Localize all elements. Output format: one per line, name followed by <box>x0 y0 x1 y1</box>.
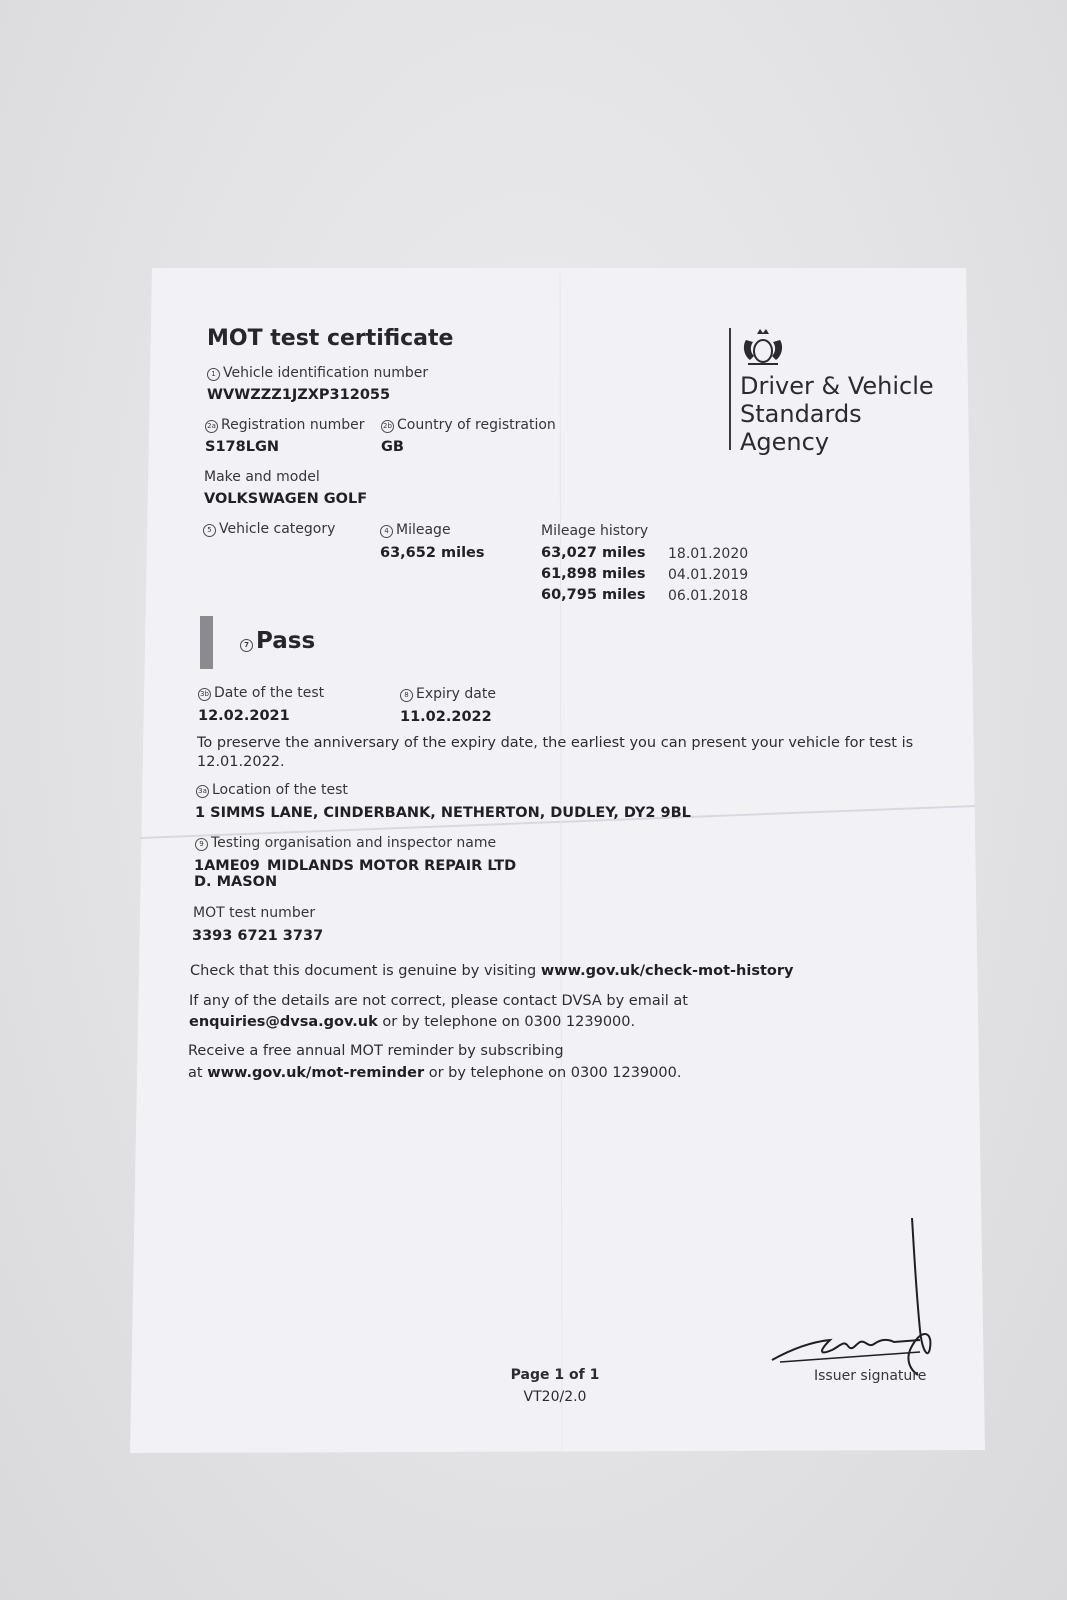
check-mot-history-link[interactable]: www.gov.uk/check-mot-history <box>540 963 794 979</box>
agency-name-line-2: Standards <box>740 400 862 428</box>
mileage-label <box>380 523 451 538</box>
country-value: GB <box>381 439 404 455</box>
preserve-anniversary-date: 12.01.2022. <box>197 754 285 770</box>
expiry-date-value: 11.02.2022 <box>400 709 492 725</box>
mileage-history-date: 18.01.2020 <box>668 546 749 562</box>
test-date-label-text: Date of the test <box>214 685 325 701</box>
reminder-text: Receive a free annual MOT reminder by subscribing <box>188 1043 564 1059</box>
location-label-text: Location of the test <box>212 782 348 798</box>
expiry-date-label-text: Expiry date <box>416 686 496 702</box>
field-number-badge: 9 <box>195 838 208 851</box>
agency-name-line-3: Agency <box>740 428 830 456</box>
test-result <box>240 630 315 653</box>
registration-value: S178LGN <box>205 439 279 455</box>
contact-phone-text: or by telephone on 0300 1239000. <box>377 1014 636 1030</box>
mot-reminder-link[interactable]: www.gov.uk/mot-reminder <box>207 1065 425 1081</box>
mileage-history-miles: 60,795 miles <box>541 587 646 603</box>
location-value: 1 SIMMS LANE, CINDERBANK, NETHERTON, DUDLEY, DY2 9BL <box>195 805 691 821</box>
handwritten-signature <box>770 1210 950 1380</box>
make-model-value: VOLKSWAGEN GOLF <box>204 491 368 507</box>
field-number-badge: 3a <box>196 785 209 798</box>
certificate-title: MOT test certificate <box>207 326 454 351</box>
vehicle-category-label <box>203 522 335 537</box>
test-date-label <box>198 686 324 701</box>
organisation-label-text: Testing organisation and inspector name <box>211 835 497 851</box>
test-date-value: 12.02.2021 <box>198 708 290 724</box>
page-number: Page 1 of 1 <box>510 1367 600 1383</box>
registration-label <box>205 418 365 433</box>
reminder-phone-text: or by telephone on 0300 1239000. <box>424 1065 682 1081</box>
make-model-label: Make and model <box>204 469 320 485</box>
expiry-date-label <box>400 687 496 702</box>
vehicle-category-label-text: Vehicle category <box>219 521 336 537</box>
field-number-badge: 1 <box>207 368 220 381</box>
preserve-anniversary-text: To preserve the anniversary of the expiry date, the earliest you can present your vehicle for test is <box>197 735 914 751</box>
agency-logo-rule <box>729 328 731 450</box>
mileage-history-date: 06.01.2018 <box>668 588 749 604</box>
field-number-badge: 4 <box>380 525 393 538</box>
vin-label-text: Vehicle identification number <box>223 365 429 381</box>
form-code: VT20/2.0 <box>523 1389 587 1405</box>
mileage-history-miles: 61,898 miles <box>541 566 646 582</box>
location-label <box>196 783 348 798</box>
field-number-badge: 7 <box>240 639 253 652</box>
registration-label-text: Registration number <box>221 417 365 433</box>
check-genuine-prefix: Check that this document is genuine by visiting <box>190 963 541 979</box>
field-number-badge: 3b <box>198 688 211 701</box>
mileage-history-miles: 63,027 miles <box>541 545 646 561</box>
agency-name <box>740 372 934 456</box>
vin-label <box>207 366 428 381</box>
mileage-value: 63,652 miles <box>380 545 485 561</box>
contact-dvsa-details <box>189 1015 635 1030</box>
issuer-signature-label: Issuer signature <box>814 1368 927 1384</box>
organisation-code: 1AME09 <box>194 858 260 874</box>
inspector-name: D. MASON <box>194 874 278 890</box>
country-label <box>381 418 556 433</box>
field-number-badge: 5 <box>203 524 216 537</box>
mileage-label-text: Mileage <box>396 522 451 538</box>
mileage-history-label: Mileage history <box>541 523 649 539</box>
organisation-label <box>195 836 496 851</box>
reminder-prefix: at <box>188 1065 208 1081</box>
field-number-badge: 2b <box>381 420 394 433</box>
reminder-details <box>188 1066 681 1081</box>
field-number-badge: 8 <box>400 689 413 702</box>
contact-dvsa-text: If any of the details are not correct, please contact DVSA by email at <box>189 993 688 1009</box>
vin-value: WVWZZZ1JZXP312055 <box>207 387 391 403</box>
test-result-text: Pass <box>256 628 316 654</box>
mileage-history-date: 04.01.2019 <box>668 567 749 583</box>
test-number-value: 3393 6721 3737 <box>192 928 324 944</box>
royal-coat-of-arms-icon <box>738 326 788 368</box>
agency-name-line-1: Driver & Vehicle <box>740 372 934 400</box>
check-genuine-text <box>190 964 793 979</box>
dvsa-email-link[interactable]: enquiries@dvsa.gov.uk <box>189 1014 378 1030</box>
result-marker-bar <box>200 616 213 669</box>
organisation-name: MIDLANDS MOTOR REPAIR LTD <box>267 858 517 874</box>
country-label-text: Country of registration <box>397 417 556 433</box>
field-number-badge: 2a <box>205 420 218 433</box>
test-number-label: MOT test number <box>193 905 316 921</box>
